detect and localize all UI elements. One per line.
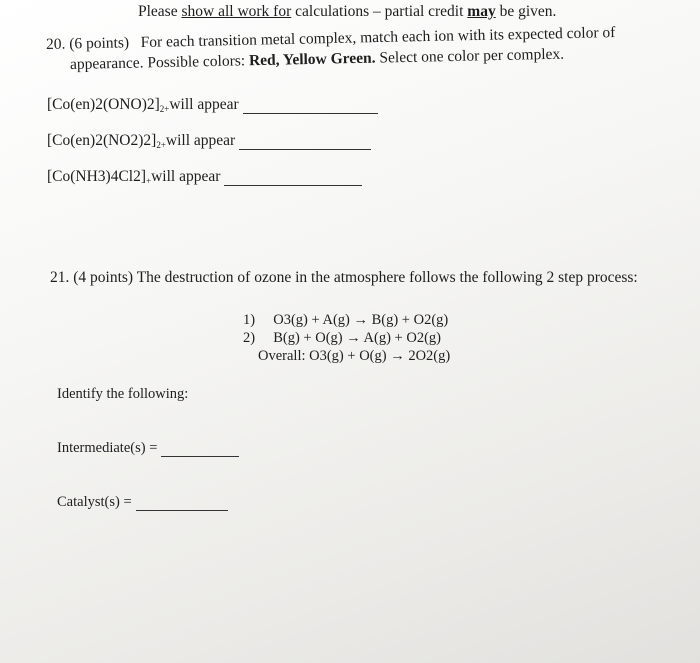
catalyst-blank[interactable] bbox=[136, 498, 228, 511]
q21-header: 21. (4 points) The destruction of ozone in the atmosphere follows the following 2 step process: bbox=[50, 269, 638, 286]
intermediate-label: Intermediate(s) = bbox=[57, 440, 158, 456]
q20-instruction-end: Select one color per complex. bbox=[375, 45, 565, 67]
q20-item-suffix: will appear bbox=[169, 96, 239, 113]
step-equation: B(g) + O(g) → A(g) + O2(g) bbox=[273, 330, 441, 346]
q20-item-1 bbox=[47, 96, 378, 114]
step-equation: O3(g) + A(g) → B(g) + O2(g) bbox=[273, 312, 449, 328]
header-text-3: be given. bbox=[495, 3, 557, 20]
header-underlined-text: show all work for bbox=[181, 3, 292, 20]
q21-overall: Overall: O3(g) + O(g) → 2O2(g) bbox=[258, 348, 451, 364]
catalyst-label: Catalyst(s) = bbox=[57, 494, 132, 510]
q20-item-formula: [Co(NH3)4Cl2] bbox=[47, 168, 147, 185]
answer-blank-3[interactable] bbox=[224, 171, 362, 186]
q20-item-formula: [Co(en)2(ONO)2] bbox=[47, 96, 160, 113]
identify-label: Identify the following: bbox=[57, 386, 189, 402]
header-bold-text: may bbox=[467, 3, 496, 20]
q21-step-1 bbox=[243, 312, 448, 329]
q20-item-suffix: will appear bbox=[165, 132, 236, 149]
intermediate-row bbox=[57, 440, 239, 457]
q21-step-2 bbox=[243, 330, 441, 347]
q20-item-formula: [Co(en)2(NO2)2] bbox=[47, 132, 157, 149]
intermediate-blank[interactable] bbox=[161, 444, 239, 457]
header-text-2: calculations – partial credit bbox=[291, 3, 468, 20]
q20-item-charge: 2+ bbox=[156, 140, 166, 150]
q20-number: 20. (6 points) bbox=[45, 34, 130, 53]
page-header bbox=[138, 3, 556, 21]
step-number: 1) bbox=[243, 312, 256, 328]
q20-item-suffix: will appear bbox=[151, 168, 221, 185]
header-text: Please bbox=[138, 3, 182, 20]
q20-item-2 bbox=[47, 132, 371, 150]
q20-item-3 bbox=[47, 168, 362, 186]
catalyst-row bbox=[57, 494, 228, 511]
q20-item-charge: 2+ bbox=[159, 104, 170, 114]
step-number: 2) bbox=[243, 330, 256, 346]
answer-blank-2[interactable] bbox=[239, 135, 371, 150]
q20-item-charge: + bbox=[146, 176, 152, 186]
q20-colors: Red, Yellow Green. bbox=[248, 49, 376, 70]
q20-instruction-text: For each transition metal complex, match each ion with its expected color of bbox=[140, 24, 616, 52]
q20-instruction-cont: appearance. Possible colors: bbox=[69, 52, 250, 73]
answer-blank-1[interactable] bbox=[243, 99, 378, 114]
